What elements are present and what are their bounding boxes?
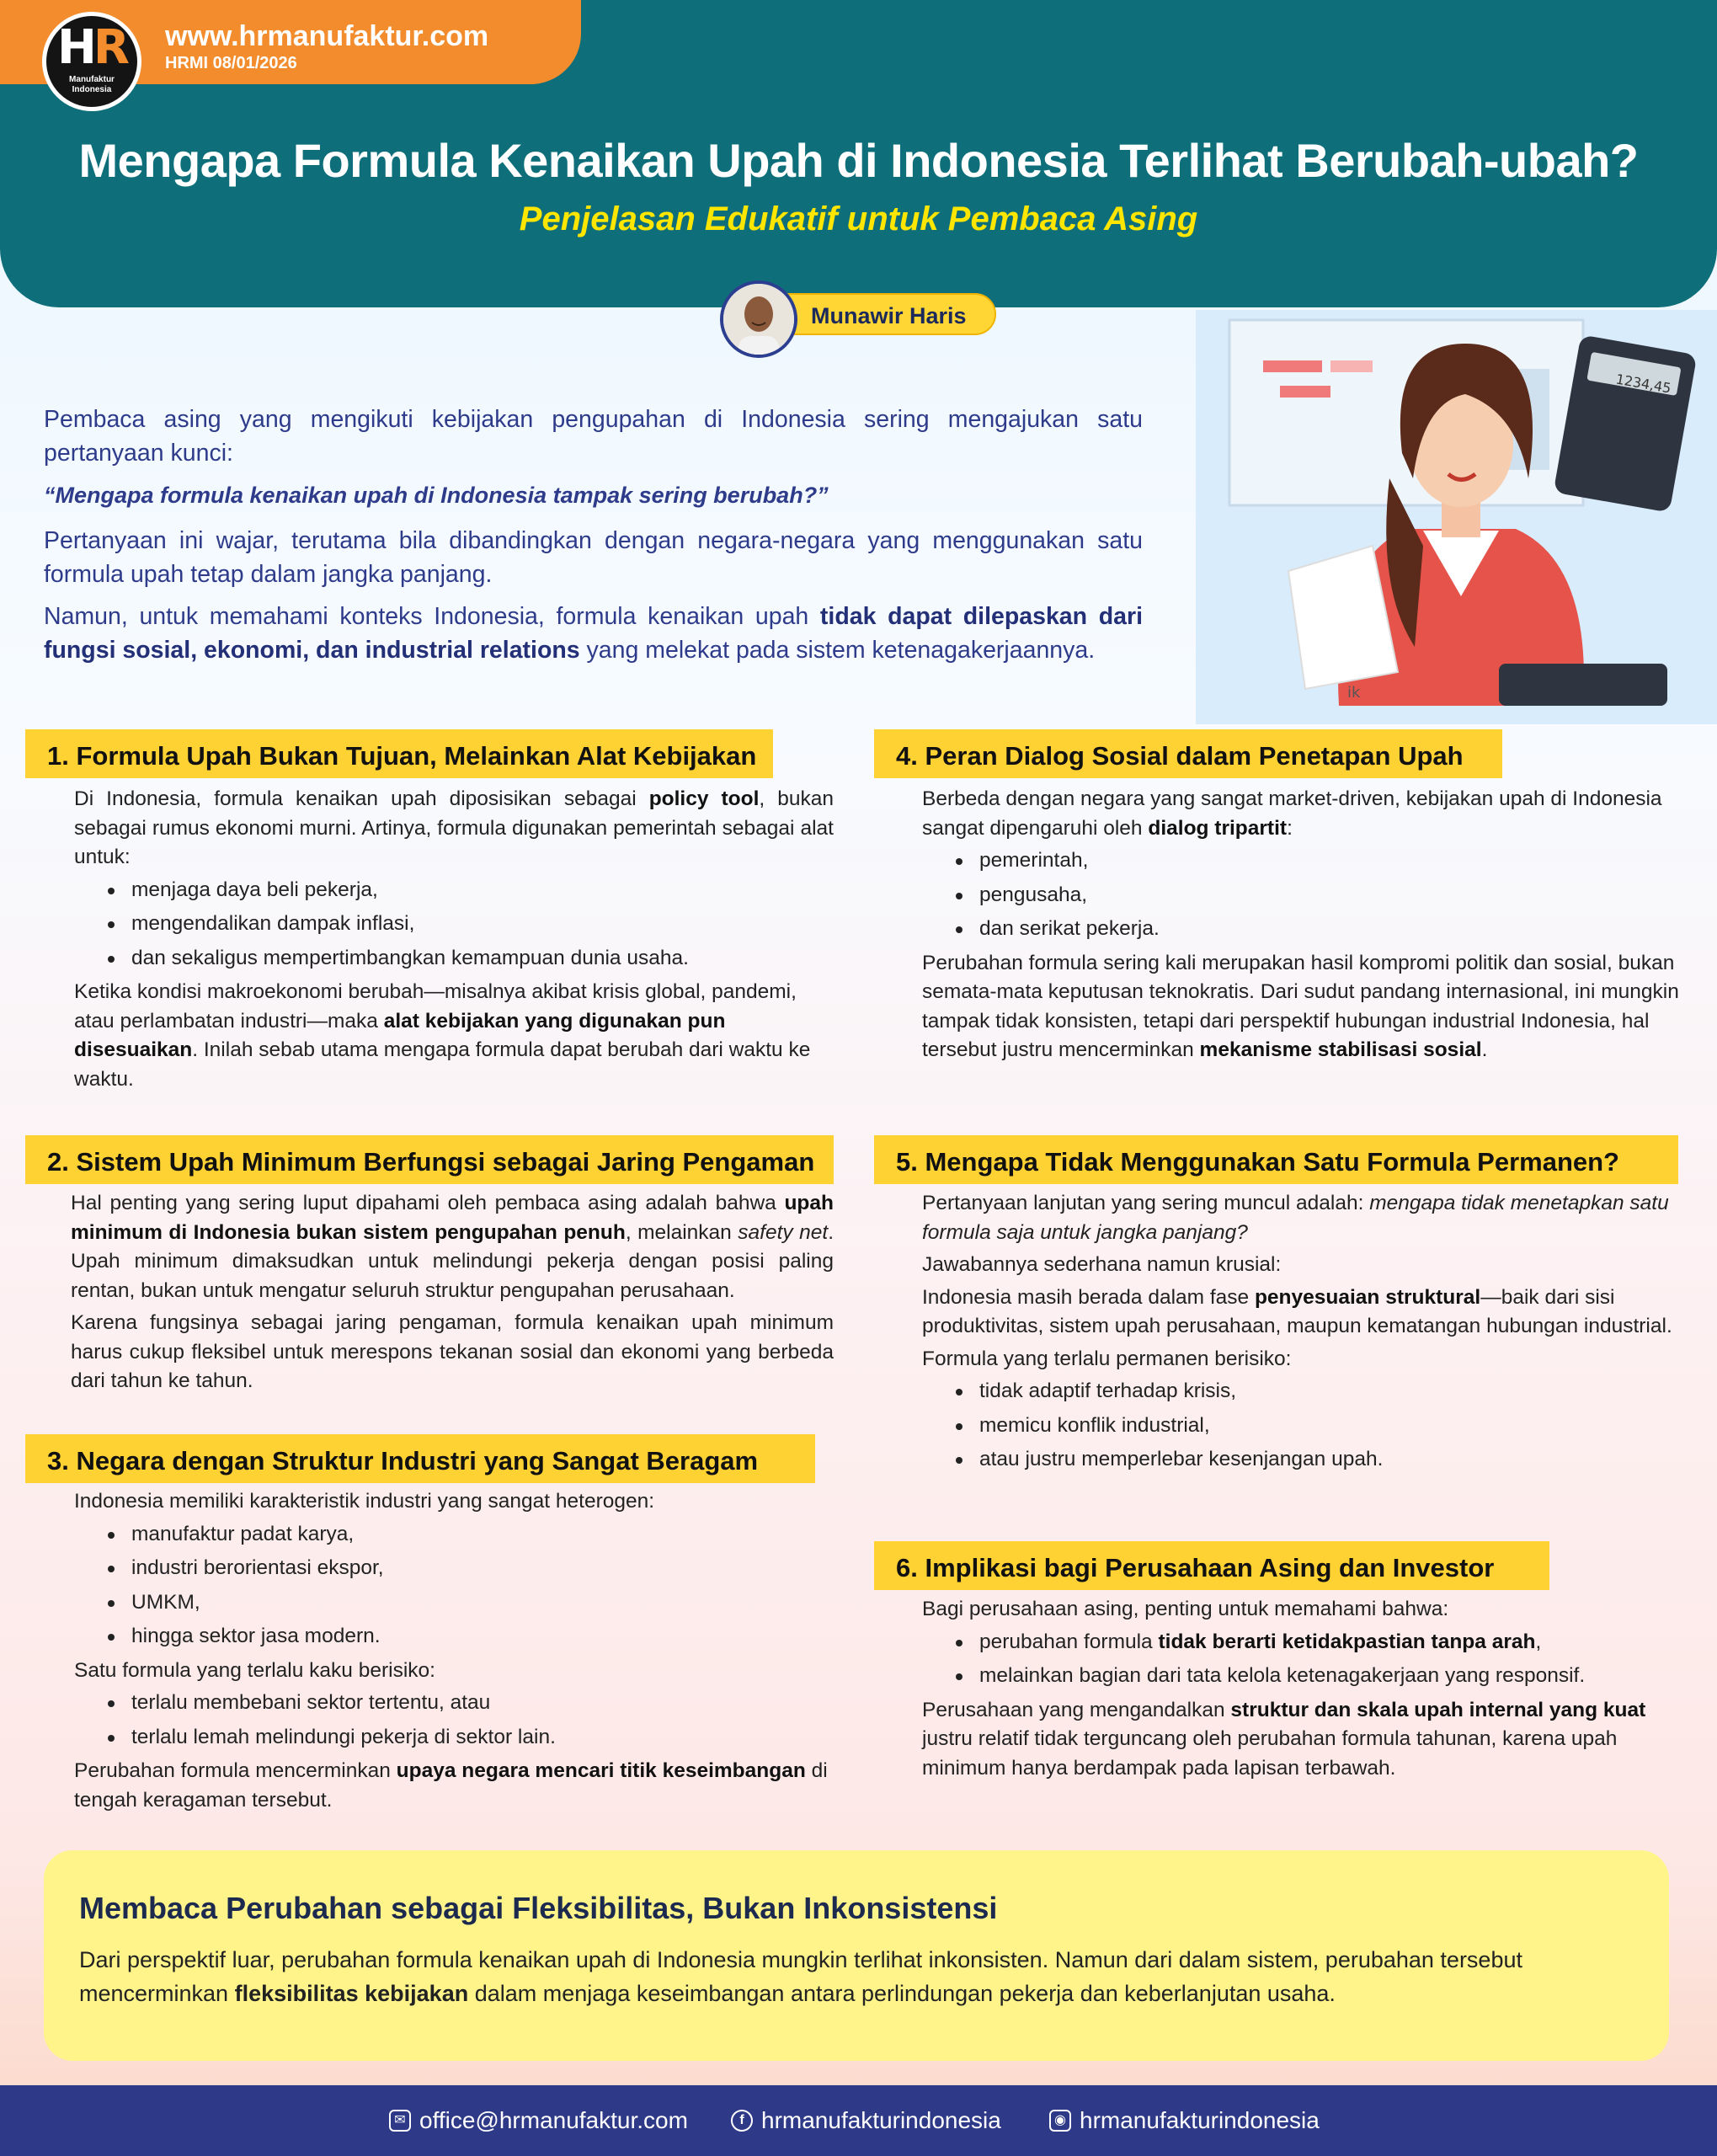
s4-list [956,846,1697,944]
conclusion-box [44,1850,1669,2061]
list-item: pemerintah, [956,846,1697,876]
conclusion-title: Membaca Perubahan sebagai Fleksibilitas, Bukan Inkonsistensi [79,1891,998,1925]
s6-item1-a: perubahan formula [979,1630,1159,1653]
businesswoman-illustration [1196,310,1717,724]
list-item: tidak adaptif terhadap krisis, [956,1377,1697,1406]
section-2-body [71,1189,834,1400]
s1-p2-bold: alat kebijakan yang digunakan pun disesuaikan [74,1009,726,1061]
section-2-heading: 2. Sistem Upah Minimum Berfungsi sebagai Jaring Pengaman [25,1135,834,1184]
intro-quote: “Mengapa formula kenaikan upah di Indonesia tampak sering berubah?” [44,483,829,508]
section-1-body [74,785,834,1097]
instagram-icon: ◉ [1049,2110,1071,2132]
intro-paragraph-3 [44,600,1143,667]
s1-p1-bold: policy tool [648,787,760,810]
logo-letter-r: R [93,20,126,75]
s2-paragraph-2: Karena fungsinya sebagai jaring pengaman, formula kenaikan upah minimum harus cukup fleksibel untuk merespons tekanan sosial dan ekonomi yang berbeda dari tahun ke tahun. [71,1311,834,1392]
footer-facebook-text[interactable]: hrmanufakturindonesia [761,2107,1001,2133]
conclusion-text-a: Dari perspektif luar, perubahan formula kenaikan upah di Indonesia mungkin terlihat inkonsisten. Namun dari dalam sistem, perubahan tersebut mencerminkan [79,1947,1522,2006]
s3-p3-bold: upaya negara mencari titik keseimbangan [396,1759,806,1782]
s5-p3-a: Indonesia masih berada dalam fase [922,1285,1255,1309]
s6-paragraph-2 [922,1696,1697,1784]
s4-p2-c: . [1481,1038,1488,1061]
mail-icon: ✉ [389,2110,411,2132]
s6-paragraph-1: Bagi perusahaan asing, penting untuk memahami bahwa: [922,1598,1449,1620]
s1-paragraph-2 [74,978,834,1094]
s3-list-1 [108,1520,834,1652]
s5-paragraph-3 [922,1283,1697,1342]
s4-p1-c: : [1287,816,1293,840]
section-4-body [922,785,1697,1069]
s3-list-2 [108,1689,834,1752]
s2-p1-bold: upah minimum di Indonesia bukan sistem pengupahan penuh [71,1192,834,1244]
intro-paragraph-2: Pertanyaan ini wajar, terutama bila dibandingkan dengan negara-negara yang menggunakan satu formula upah tetap dalam jangka panjang. [44,527,1143,588]
list-item: manufaktur padat karya, [108,1520,834,1550]
s2-p1-c: , melainkan [625,1220,739,1244]
site-url[interactable]: www.hrmanufaktur.com [165,20,489,52]
s2-p1-e: . Upah minimum dimaksudkan untuk melindungi pekerja dengan posisi paling rentan, bukan untuk mengatur seluruh struktur pengupahan perusahaan. [71,1220,834,1302]
footer-email[interactable] [389,2107,688,2134]
s2-p1-a: Hal penting yang sering luput dipahami oleh pembaca asing adalah bahwa [71,1192,785,1214]
intro-p3-bold: tidak dapat dilepaskan dari fungsi sosial, ekonomi, dan industrial relations [44,603,1143,664]
author-avatar [720,280,797,358]
section-3-heading: 3. Negara dengan Struktur Industri yang Sangat Beragam [25,1434,815,1483]
s1-paragraph-1 [74,785,834,873]
s5-p1-italic: mengapa tidak menetapkan satu formula saja untuk jangka panjang? [922,1192,1669,1244]
footer-bar [0,2085,1717,2156]
section-5-heading: 5. Mengapa Tidak Menggunakan Satu Formula Permanen? [874,1135,1678,1184]
intro-text [44,403,1143,675]
s1-p2-a: Ketika kondisi makroekonomi berubah—misalnya akibat krisis global, pandemi, atau perlambatan industri—maka [74,980,797,1033]
document-code: HRMI 08/01/2026 [165,54,297,72]
conclusion-text-c: dalam menjaga keseimbangan antara perlindungan pekerja dan keberlanjutan usaha. [468,1981,1336,2006]
s5-p3-c: —baik dari sisi produktivitas, sistem upah perusahaan, maupun kematangan hubungan industrial. [922,1285,1672,1337]
list-item: dan sekaligus mempertimbangkan kemampuan dunia usaha. [108,944,834,974]
section-4-heading: 4. Peran Dialog Sosial dalam Penetapan Upah [874,729,1502,778]
section-3-body [74,1487,834,1818]
conclusion-text-bold: fleksibilitas kebijakan [234,1981,469,2006]
intro-paragraph-1: Pembaca asing yang mengikuti kebijakan pengupahan di Indonesia sering mengajukan satu pertanyaan kunci: [44,406,1143,467]
s5-paragraph-2: Jawabannya sederhana namun krusial: [922,1253,1282,1276]
intro-p3-c: yang melekat pada sistem ketenagakerjaannya. [579,637,1096,664]
s1-p2-c: . Inilah sebab utama mengapa formula dapat berubah dari waktu ke waktu. [74,1038,811,1091]
s1-p1-a: Di Indonesia, formula kenaikan upah diposisikan sebagai [74,787,649,810]
header-banner [0,0,1717,307]
footer-email-text[interactable]: office@hrmanufaktur.com [419,2107,688,2133]
conclusion-text [79,1943,1637,2010]
s6-list [956,1628,1697,1691]
s5-p1-a: Pertanyaan lanjutan yang sering muncul adalah: [922,1192,1370,1214]
s4-paragraph-1 [922,785,1697,843]
s5-paragraph-1 [922,1189,1697,1247]
s6-item1-c: , [1535,1630,1542,1653]
section-1-heading: 1. Formula Upah Bukan Tujuan, Melainkan Alat Kebijakan [25,729,773,778]
calc-display-text: 1234,45 [1614,371,1672,397]
s5-list [956,1377,1697,1475]
intro-p3-a: Namun, untuk memahami konteks Indonesia, formula kenaikan upah [44,603,820,630]
list-item: menjaga daya beli pekerja, [108,876,834,905]
s5-p3-bold: penyesuaian struktural [1254,1285,1481,1309]
s4-p1-a: Berbeda dengan negara yang sangat market-driven, kebijakan upah di Indonesia sangat dipengaruhi oleh [922,787,1662,840]
logo-letters: HR [57,20,126,75]
s6-p2-bold: struktur dan skala upah internal yang kuat [1230,1698,1646,1721]
author-name: Munawir Haris [811,303,967,328]
list-item: mengendalikan dampak inflasi, [108,910,834,939]
s3-p3-a: Perubahan formula mencerminkan [74,1759,397,1782]
list-item: dan serikat pekerja. [956,915,1697,944]
s4-p2-a: Perubahan formula sering kali merupakan hasil kompromi politik dan sosial, bukan semata-mata keputusan teknokratis. Dari sudut pandang internasional, ini mungkin tampak tidak konsisten, tetapi dari perspektif hubungan industrial Indonesia, hal tersebut justru mencerminkan [922,951,1679,1061]
footer-instagram[interactable] [1049,2107,1320,2134]
list-item: hingga sektor jasa modern. [108,1622,834,1652]
list-item: terlalu lemah melindungi pekerja di sektor lain. [108,1723,834,1753]
s6-p2-a: Perusahaan yang mengandalkan [922,1698,1231,1721]
woman-calculator-icon [1196,310,1717,724]
avatar-portrait-icon [723,284,794,355]
s1-list [108,876,834,974]
list-item: terlalu membebani sektor tertentu, atau [108,1689,834,1718]
footer-instagram-text[interactable]: hrmanufakturindonesia [1080,2107,1320,2133]
s3-p3-c: di tengah keragaman tersebut. [74,1759,828,1812]
page-subtitle: Penjelasan Edukatif untuk Pembaca Asing [519,200,1198,237]
list-item: UMKM, [108,1588,834,1618]
s4-paragraph-2 [922,949,1697,1065]
facebook-icon: f [731,2110,753,2132]
s6-p2-c: justru relatif tidak terguncang oleh perubahan formula tahunan, karena upah minimum hanya berdampak pada lapisan terbawah. [922,1727,1618,1780]
list-item [956,1628,1697,1657]
s4-p2-bold: mekanisme stabilisasi sosial [1199,1038,1482,1061]
s2-paragraph-1 [71,1189,834,1305]
s1-p1-c: , bukan sebagai rumus ekonomi murni. Artinya, formula digunakan pemerintah sebagai alat untuk: [74,787,834,868]
list-item: atau justru memperlebar kesenjangan upah. [956,1445,1697,1475]
list-item: industri berorientasi ekspor, [108,1554,834,1583]
s2-p1-italic: safety net [738,1220,829,1244]
list-item: pengusaha, [956,881,1697,910]
footer-facebook[interactable] [731,2107,1001,2134]
s3-paragraph-3 [74,1757,834,1815]
s3-paragraph-1: Indonesia memiliki karakteristik industri yang sangat heterogen: [74,1490,655,1513]
s4-p1-bold: dialog tripartit [1148,816,1288,840]
list-item: melainkan bagian dari tata kelola ketenagakerjaan yang responsif. [956,1662,1697,1691]
section-6-body [922,1595,1697,1786]
list-item: memicu konflik industrial, [956,1412,1697,1441]
s3-paragraph-2: Satu formula yang terlalu kaku berisiko: [74,1658,435,1682]
illustration-corner-text: ik [1347,684,1361,702]
logo-mark [46,21,137,75]
logo-subtitle-1: Manufaktur [69,75,115,84]
hr-logo [42,12,141,111]
s6-item1-bold: tidak berarti ketidakpastian tanpa arah [1158,1630,1536,1653]
page-title: Mengapa Formula Kenaikan Upah di Indonesia Terlihat Berubah-ubah? [78,134,1639,187]
section-6-heading: 6. Implikasi bagi Perusahaan Asing dan Investor [874,1541,1549,1590]
s5-paragraph-4: Formula yang terlalu permanen berisiko: [922,1347,1292,1370]
section-5-body [922,1189,1697,1480]
logo-subtitle-2: Indonesia [72,85,112,94]
